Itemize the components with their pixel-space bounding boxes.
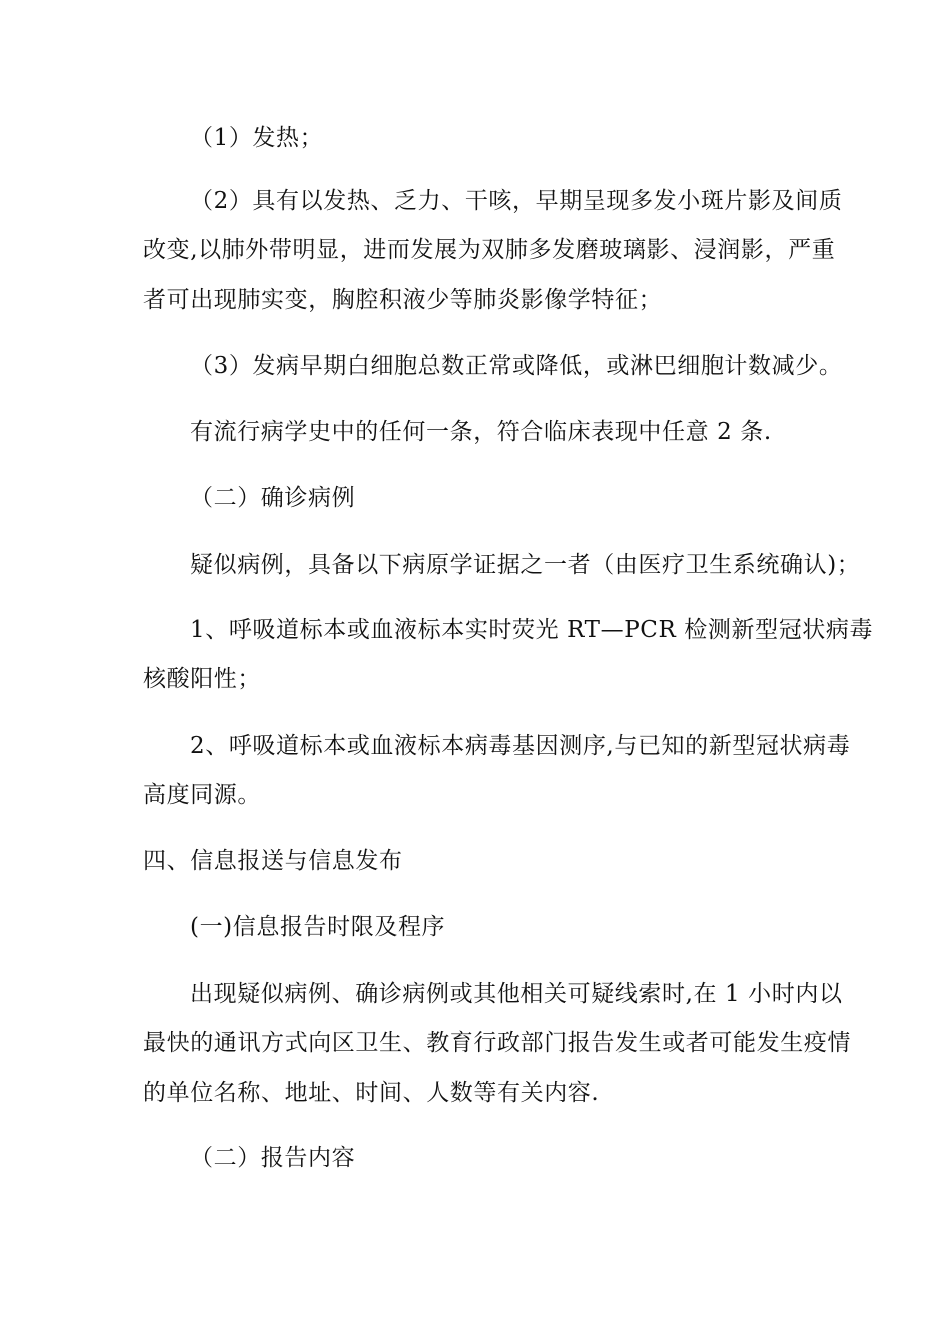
symptom-item-line-2: 改变,以肺外带明显，进而发展为双肺多发磨玻璃影、浸润影，严重 (143, 237, 836, 263)
section-four-heading: 四、信息报送与信息发布 (143, 848, 403, 874)
evidence-item-2-line-1: 2、呼吸道标本或血液标本病毒基因测序,与已知的新型冠状病毒 (190, 733, 851, 759)
report-procedure-heading: (一)信息报告时限及程序 (190, 914, 446, 940)
criteria-paragraph: 有流行病学史中的任何一条，符合临床表现中任意 2 条. (190, 419, 772, 445)
confirmed-case-intro: 疑似病例，具备以下病原学证据之一者（由医疗卫生系统确认)； (190, 552, 861, 578)
symptom-item-line-3: 者可出现肺实变，胸腔积液少等肺炎影像学特征； (143, 287, 663, 313)
symptom-item-line-1: （2）具有以发热、乏力、干咳，早期呈现多发小斑片影及间质 (190, 188, 843, 214)
report-paragraph-line-2: 最快的通讯方式向区卫生、教育行政部门报告发生或者可能发生疫情 (143, 1030, 851, 1056)
report-paragraph-line-1: 出现疑似病例、确诊病例或其他相关可疑线索时,在 1 小时内以 (190, 981, 843, 1007)
report-paragraph-line-3: 的单位名称、地址、时间、人数等有关内容. (143, 1080, 600, 1106)
fever-item: （1）发热； (190, 125, 324, 151)
evidence-item-1-line-1: 1、呼吸道标本或血液标本实时荧光 RT—PCR 检测新型冠状病毒 (190, 617, 874, 643)
confirmed-case-heading: （二）确诊病例 (190, 485, 356, 511)
evidence-item-1-line-2: 核酸阳性； (143, 666, 261, 692)
evidence-item-2-line-2: 高度同源。 (143, 782, 261, 808)
blood-count-item: （3）发病早期白细胞总数正常或降低，或淋巴细胞计数减少。 (190, 353, 843, 379)
report-content-heading: （二）报告内容 (190, 1145, 356, 1171)
